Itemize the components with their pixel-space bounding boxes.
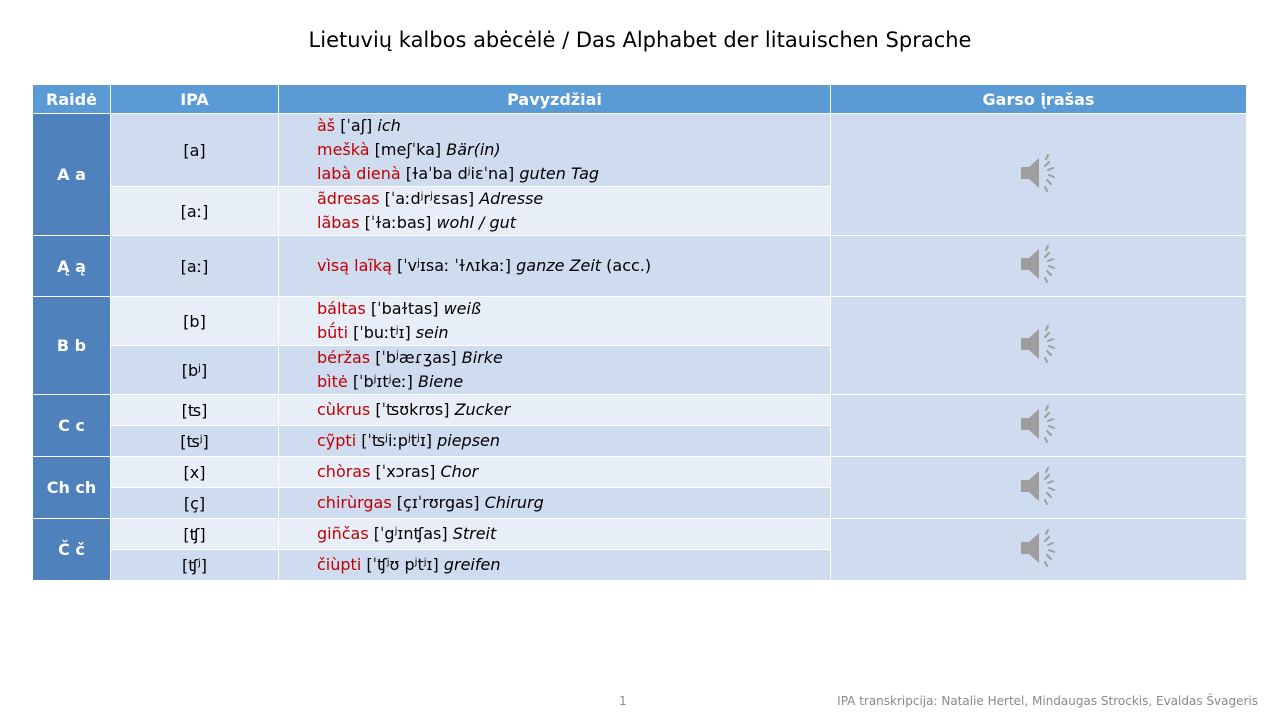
table-row	[33, 236, 1247, 297]
ipa-cell: [a]	[111, 114, 279, 187]
header-row	[33, 85, 1247, 114]
example-line: béržas [ˈbʲæɾʒas] Birke	[317, 348, 503, 367]
speaker-icon[interactable]	[1017, 464, 1061, 512]
examples-cell	[279, 395, 831, 426]
ipa-cell: [aː]	[111, 187, 279, 236]
examples-cell	[279, 426, 831, 457]
example-line: ãdresas [ˈaːdʲrʲɛsas] Adresse	[317, 189, 544, 208]
audio-cell	[831, 519, 1247, 581]
example-line: giñčas [ˈgʲɪnʧas] Streit	[317, 524, 497, 543]
table-row	[33, 395, 1247, 426]
header-examples: Pavyzdžiai	[279, 85, 831, 114]
examples-cell	[279, 519, 831, 550]
ipa-cell: [ʧʲ]	[111, 550, 279, 581]
examples-cell	[279, 187, 831, 236]
letter-cell: C c	[33, 395, 111, 457]
example-line: bìtė [ˈbʲɪtʲeː] Biene	[317, 372, 464, 391]
speaker-icon[interactable]	[1017, 322, 1061, 370]
audio-cell	[831, 457, 1247, 519]
alphabet-table	[32, 84, 1247, 581]
ipa-cell: [ç]	[111, 488, 279, 519]
example-line: bū́ti [ˈbuːtʲɪ] sein	[317, 323, 449, 342]
audio-cell	[831, 114, 1247, 236]
table-row	[33, 297, 1247, 346]
speaker-icon[interactable]	[1017, 402, 1061, 450]
audio-cell	[831, 297, 1247, 395]
header-audio: Garso įrašas	[831, 85, 1247, 114]
examples-cell	[279, 236, 831, 297]
header-letter: Raidė	[33, 85, 111, 114]
page-title: Lietuvių kalbos abėcėlė / Das Alphabet der litauischen Sprache	[308, 28, 972, 52]
example-line: chirùrgas [çɪˈrʊrgas] Chirurg	[317, 493, 544, 512]
examples-cell	[279, 114, 831, 187]
letter-cell: Ą ą	[33, 236, 111, 297]
example-line: meškà [meʃˈka] Bär(in)	[317, 140, 501, 159]
speaker-icon[interactable]	[1017, 526, 1061, 574]
example-line: chòras [ˈxɔras] Chor	[317, 462, 479, 481]
ipa-cell: [ʧ]	[111, 519, 279, 550]
letter-cell: Č č	[33, 519, 111, 581]
examples-cell	[279, 457, 831, 488]
table-row	[33, 457, 1247, 488]
audio-cell	[831, 395, 1247, 457]
header-ipa: IPA	[111, 85, 279, 114]
ipa-cell: [bʲ]	[111, 346, 279, 395]
ipa-cell: [aː]	[111, 236, 279, 297]
examples-cell	[279, 346, 831, 395]
audio-cell	[831, 236, 1247, 297]
ipa-cell: [ʦʲ]	[111, 426, 279, 457]
examples-cell	[279, 297, 831, 346]
speaker-icon[interactable]	[1017, 151, 1061, 199]
table-row	[33, 114, 1247, 187]
example-line: labà dienà [ɫaˈba dʲiɛˈna] guten Tag	[317, 164, 600, 183]
example-line: čiùpti [ˈʧʲʊ pʲtʲɪ] greifen	[317, 555, 501, 574]
example-line: cùkrus [ˈʦʊkrʊs] Zucker	[317, 400, 511, 419]
ipa-cell: [x]	[111, 457, 279, 488]
letter-cell: B b	[33, 297, 111, 395]
page-number: 1	[619, 694, 627, 708]
speaker-icon[interactable]	[1017, 242, 1061, 290]
example-line: vìsą laĩką [ˈvʲɪsaː ˈɫʌɪkaː] ganze Zeit (acc.)	[317, 256, 652, 275]
ipa-cell: [b]	[111, 297, 279, 346]
letter-cell: A a	[33, 114, 111, 236]
example-line: báltas [ˈbaɫtas] weiß	[317, 299, 482, 318]
examples-cell	[279, 550, 831, 581]
letter-cell: Ch ch	[33, 457, 111, 519]
examples-cell	[279, 488, 831, 519]
footer-credit: IPA transkripcija: Natalie Hertel, Mindaugas Strockis, Evaldas Švageris	[837, 694, 1258, 708]
table-row	[33, 519, 1247, 550]
example-line: lãbas [ˈɫaːbas] wohl / gut	[317, 213, 517, 232]
ipa-cell: [ʦ]	[111, 395, 279, 426]
example-line: àš [ˈaʃ] ich	[317, 116, 401, 135]
example-line: cỹpti [ˈʦʲiːpʲtʲɪ] piepsen	[317, 431, 501, 450]
